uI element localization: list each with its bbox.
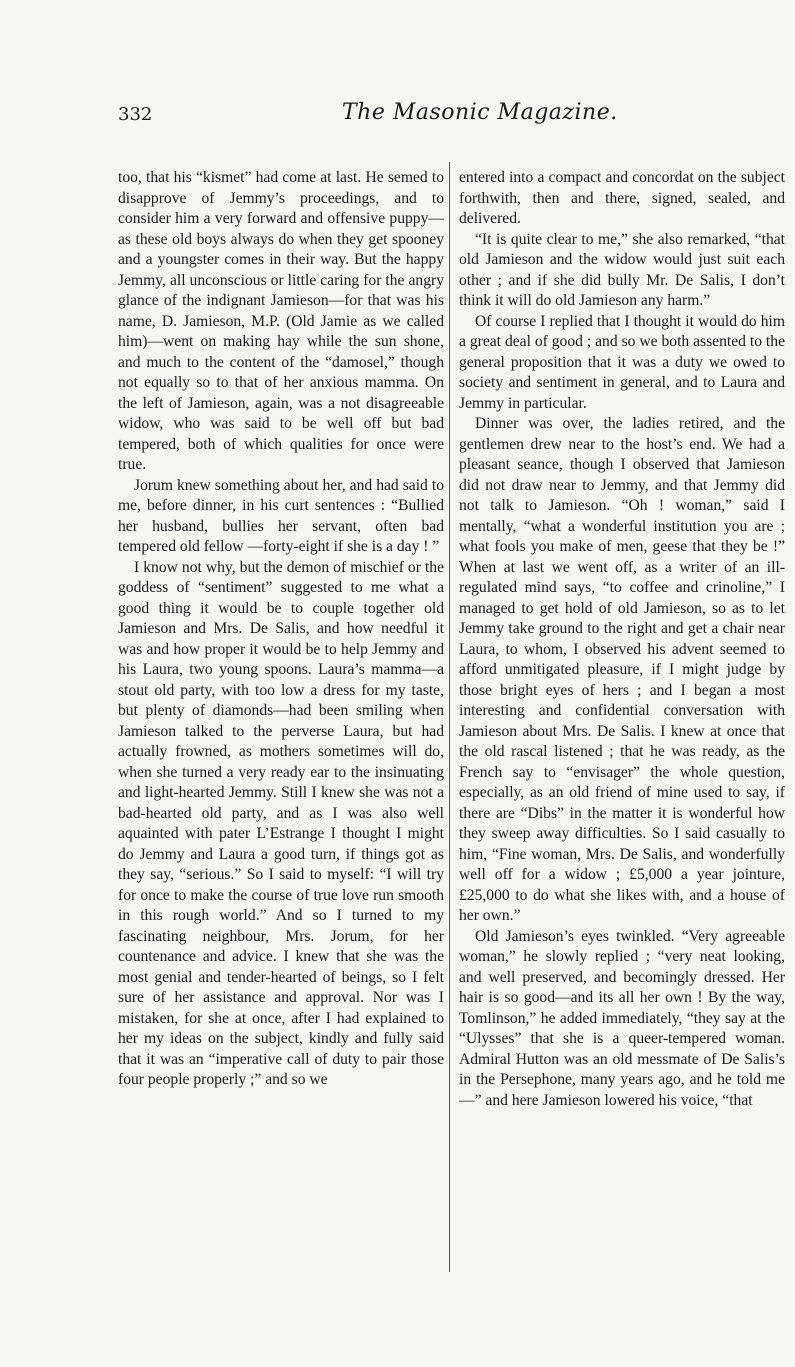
paragraph: Of course I replied that I thought it would do him a great deal of good ; and so we both assented to the general proposition that it was a duty we owed to society and sentiment in general, and to Laura and Jemmy in particular.	[459, 312, 785, 412]
paragraph: “It is quite clear to me,” she also remarked, “that old Jamieson and the widow would just suit each other ; and if she did bully Mr. De Salis, I don’t think it will do old Jamieson any harm.”	[459, 230, 785, 309]
running-title: The Masonic Magazine.	[342, 100, 618, 125]
paragraph: Old Jamieson’s eyes twinkled. “Very agreeable woman,” he slowly replied ; “very neat looking, and well preserved, and becomingly dressed. Her hair is so good—and its all her own ! By the way, Tomlinson,” he added immediately, “they say at the “Ulysses” that she is a queer-tempered woman. Admiral Hutton was an old messmate of De Salis’s in the Persephone, many years ago, and he told me—” and here Jamieson lowered his voice, “that	[459, 927, 785, 1109]
right-column	[459, 168, 785, 1111]
paragraph: Jorum knew something about her, and had said to me, before dinner, in his curt sentences : “Bullied her husband, bullies her servant, often bad tempered old fellow —forty-eight if she is a day ! ”	[118, 476, 444, 555]
paragraph: entered into a compact and concordat on the subject forthwith, then and there, signed, sealed, and delivered.	[459, 169, 785, 227]
left-column	[118, 168, 444, 1091]
page-header	[118, 100, 778, 134]
page-number: 332	[118, 104, 153, 125]
paragraph: Dinner was over, the ladies retired, and the gentlemen drew near to the host’s end. We had a pleasant seance, though I observed that Jamieson did not draw near to Jemmy, and that Jemmy did not talk to Jamieson. “Oh ! woman,” said I mentally, “what a wonderful institution you are ; what fools you make of men, geese that they be !” When at last we went off, as a writer of an ill-regulated mind says, “to coffee and crinoline,” I managed to get hold of old Jamieson, so as to let Jemmy take ground to the right and get a chair near Laura, to whom, I observed his advent seemed to afford unmitigated pleasure, if I might judge by those bright eyes of hers ; and I began a most interesting and confidential conversation with Jamieson about Mrs. De Salis. I knew at once that the old rascal listened ; that he was ready, as the French say to “envisager” the whole question, especially, as an old friend of mine used to say, if there are “Dibs” in the matter it is wonderful how they sweep away difficulties. So I said casually to him, “Fine woman, Mrs. De Salis, and wonderfully well off for a widow ; £5,000 a year jointure, £25,000 to do what she likes with, and a house of her own.”	[459, 415, 785, 924]
paragraph: I know not why, but the demon of mischief or the goddess of “sentiment” suggested to me what a good thing it would be to couple together old Jamieson and Mrs. De Salis, and how needful it was and how proper it would be to help Jemmy and his Laura, two young spoons. Laura’s mamma—a stout old party, with too low a dress for my taste, but plenty of diamonds—had been smiling when Jamieson talked to the perverse Laura, but had actually frowned, as mothers sometimes will do, when she turned a very ready ear to the insinuating and light-hearted Jemmy. Still I knew she was not a bad-hearted old party, and as I was also well aquainted with pater L’Estrange I thought I might do Jemmy and Laura a good turn, if things got as they say, “serious.” So I said to myself: “I will try for once to make the course of true love run smooth in this rough world.” And so I turned to my fascinating neighbour, Mrs. Jorum, for her countenance and advice. I knew that she was the most genial and tender-hearted of beings, so I felt sure of her assistance and approval. Nor was I mistaken, for she at once, after I had explained to her my ideas on the subject, kindly and fully said that it was an “imperative call of duty to pair those four people properly ;” and so we	[118, 558, 444, 1088]
column-divider	[449, 162, 450, 1272]
paragraph: too, that his “kismet” had come at last. He semed to disapprove of Jemmy’s proceedings, and to consider him a very forward and offensive puppy—as these old boys always do when they get spooney and a youngster comes in their way. But the happy Jemmy, all unconscious or little caring for the angry glance of the indignant Jamieson—for that was his name, D. Jamieson, M.P. (Old Jamie as we called him)—went on making hay while the sun shone, and much to the content of the “damosel,” though not equally so to that of her anxious mamma. On the left of Jamieson, again, was a not disagreeable widow, who was said to be well off but bad tempered, both of which qualities for once were true.	[118, 169, 444, 473]
